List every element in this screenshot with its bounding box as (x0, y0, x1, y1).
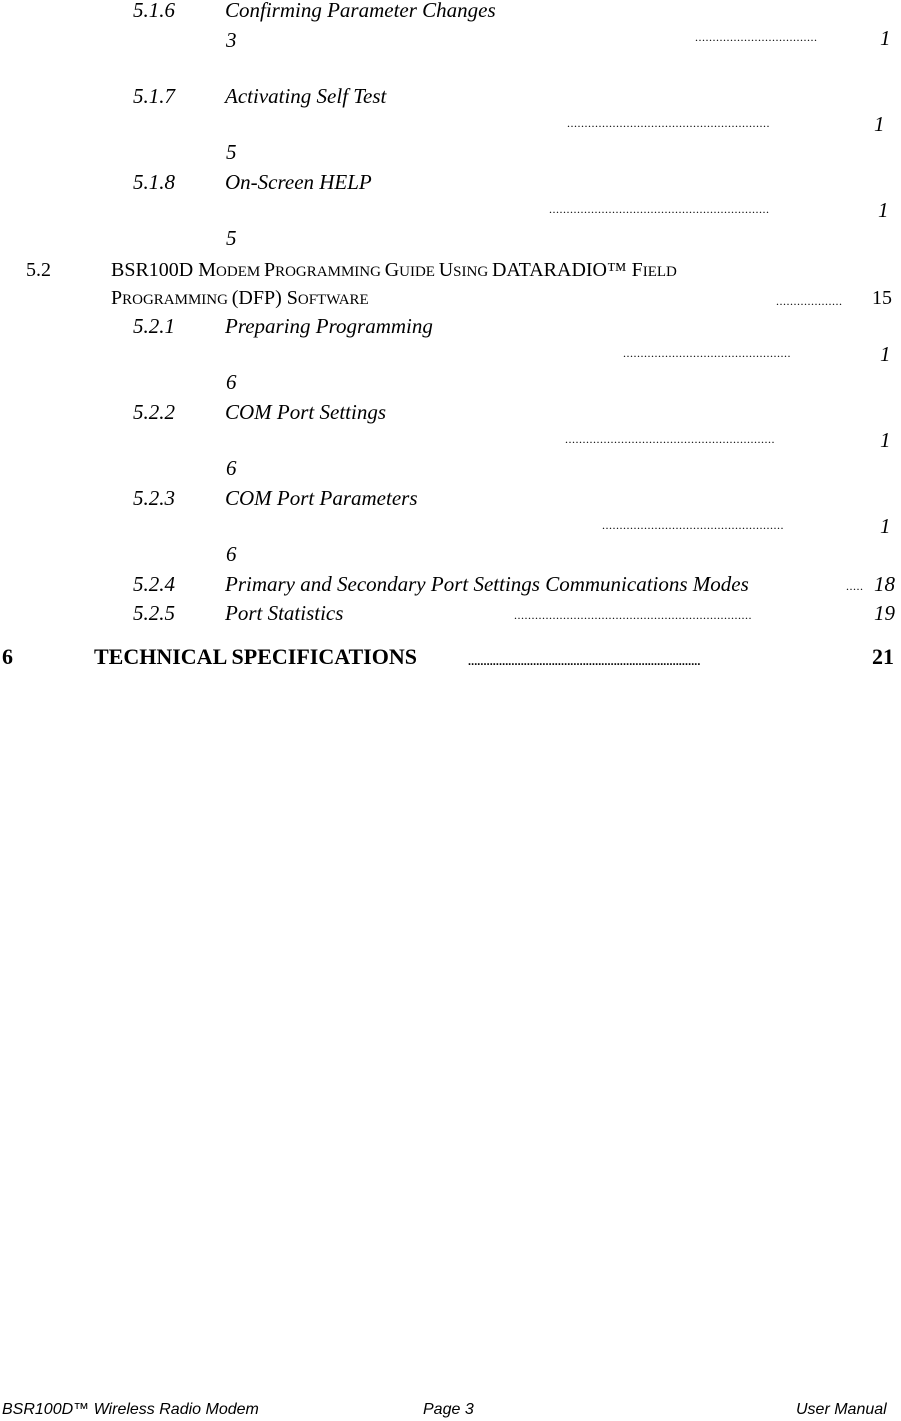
toc-title-5-1-8[interactable]: On-Screen HELP (225, 170, 372, 194)
toc-page-5-1-6-b[interactable]: 3 (226, 28, 237, 52)
toc-title-6[interactable]: TECHNICAL SPECIFICATIONS (94, 644, 417, 669)
toc-number-5-2-5: 5.2.5 (133, 601, 175, 625)
toc-number-5-2-3: 5.2.3 (133, 486, 175, 510)
toc-page-5-1-6-a[interactable]: 1 (880, 26, 891, 50)
smallcap-rest: ROGRAMMING (275, 264, 385, 280)
toc-leader-5-2-2: ............................................................ (565, 432, 775, 446)
toc-title-5-2-1[interactable]: Preparing Programming (225, 314, 433, 338)
toc-leader-5-2: ................... (776, 294, 843, 308)
toc-page-5-2-5[interactable]: 19 (874, 601, 895, 625)
smallcap-letter: S (286, 287, 298, 309)
toc-leader-5-2-1: ................................................ (623, 346, 791, 360)
title-part: BSR100D (111, 259, 199, 281)
toc-title-5-2-4[interactable]: Primary and Secondary Port Settings Communications Modes (225, 572, 749, 596)
toc-number-6: 6 (2, 644, 13, 669)
toc-page-5-2-2-a[interactable]: 1 (880, 428, 891, 452)
toc-leader-5-2-4: ..... (846, 579, 864, 593)
toc-page-5-2-3-b[interactable]: 6 (226, 542, 237, 566)
toc-page-5-1-8-a[interactable]: 1 (878, 198, 889, 222)
footer-product-name: BSR100D™ Wireless Radio Modem (2, 1401, 259, 1418)
toc-leader-6: ........................................................................... (468, 654, 701, 668)
smallcap-letter: P (263, 259, 276, 281)
toc-title-5-2-line1[interactable] (111, 258, 677, 284)
smallcap-letter: M (198, 259, 217, 281)
toc-number-5-1-8: 5.1.8 (133, 170, 175, 194)
toc-title-5-2-line2[interactable] (111, 286, 369, 312)
toc-title-5-2-3[interactable]: COM Port Parameters (225, 486, 418, 510)
smallcap-letter: G (384, 259, 400, 281)
smallcap-rest: OFTWARE (297, 292, 369, 308)
toc-page-5-2-3-a[interactable]: 1 (880, 514, 891, 538)
toc-page-5-2[interactable]: 15 (872, 287, 892, 309)
smallcap-rest: UIDE (399, 264, 439, 280)
toc-page-5-2-1-b[interactable]: 6 (226, 370, 237, 394)
toc-number-5-1-7: 5.1.7 (133, 84, 175, 108)
toc-leader-5-2-3: .................................................... (602, 518, 784, 532)
toc-page-5-1-7-b[interactable]: 5 (226, 140, 237, 164)
toc-number-5-1-6: 5.1.6 (133, 0, 175, 22)
toc-page-6[interactable]: 21 (872, 644, 894, 669)
toc-title-5-1-7[interactable]: Activating Self Test (225, 84, 387, 108)
toc-number-5-2-2: 5.2.2 (133, 400, 175, 424)
toc-leader-5-1-8: ............................................................... (549, 202, 770, 216)
toc-page-5-2-4[interactable]: 18 (874, 572, 895, 596)
smallcap-rest: ROGRAMMING (122, 292, 232, 308)
toc-page-5-2-1-a[interactable]: 1 (880, 342, 891, 366)
footer-document-type: User Manual (796, 1401, 887, 1418)
title-part: DATARADIO™ (491, 259, 632, 281)
toc-number-5-2-1: 5.2.1 (133, 314, 175, 338)
toc-title-5-2-2[interactable]: COM Port Settings (225, 400, 386, 424)
toc-leader-5-1-6: ................................... (695, 30, 818, 44)
smallcap-rest: IELD (642, 264, 677, 280)
toc-page-5-1-8-b[interactable]: 5 (226, 226, 237, 250)
toc-page-5-1-7-a[interactable]: 1 (874, 112, 885, 136)
toc-number-5-2: 5.2 (26, 259, 51, 281)
toc-number-5-2-4: 5.2.4 (133, 572, 175, 596)
title-part: (DFP) (231, 287, 287, 309)
footer-page-number: Page 3 (423, 1401, 474, 1418)
toc-title-5-2-5[interactable]: Port Statistics (225, 601, 344, 625)
toc-page-5-2-2-b[interactable]: 6 (226, 456, 237, 480)
smallcap-letter: F (631, 259, 643, 281)
toc-leader-5-1-7: .......................................................... (567, 116, 770, 130)
smallcap-rest: ODEM (216, 264, 264, 280)
smallcap-letter: P (111, 287, 123, 309)
toc-leader-5-2-5: .................................................................... (514, 608, 752, 622)
toc-title-5-1-6[interactable]: Confirming Parameter Changes (225, 0, 496, 22)
smallcap-rest: SING (453, 264, 492, 280)
smallcap-letter: U (438, 259, 454, 281)
